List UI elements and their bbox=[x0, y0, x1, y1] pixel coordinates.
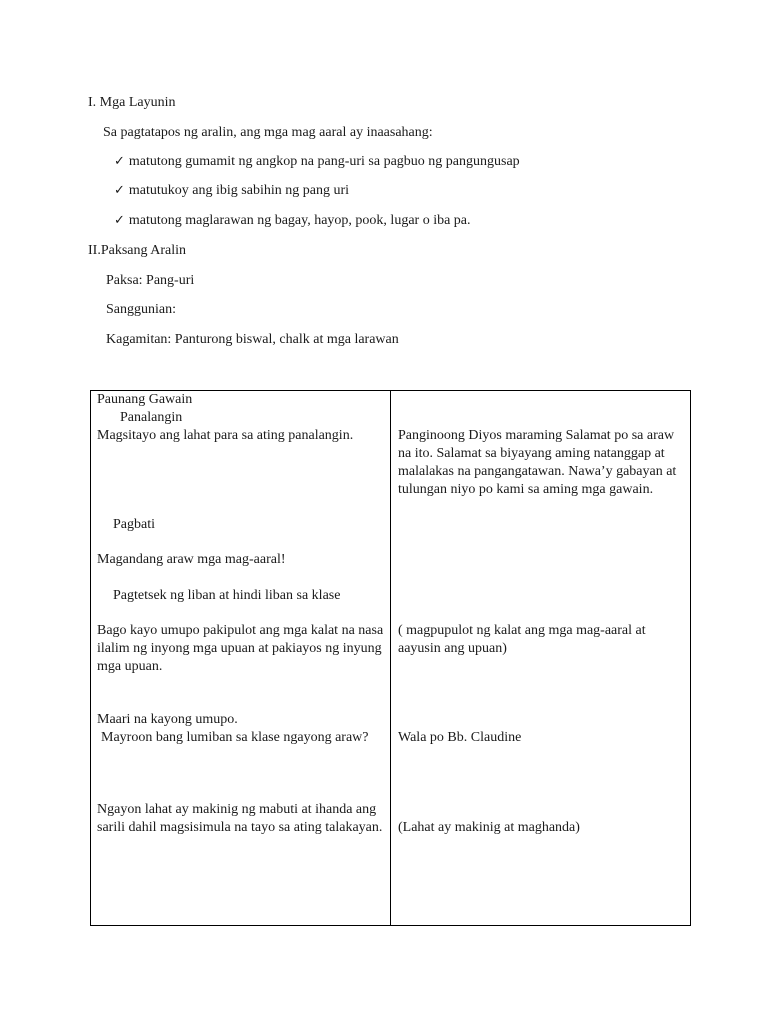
objectives-intro: Sa pagtatapos ng aralin, ang mga mag aaral ay inaasahang: bbox=[103, 125, 433, 140]
topic-line: Paksa: Pang-uri bbox=[106, 273, 195, 288]
greeting-label: Pagbati bbox=[113, 517, 155, 532]
prayer-instruction: Magsitayo ang lahat para sa ating panalangin. bbox=[97, 428, 354, 443]
listen-instruction: Ngayon lahat ay makinig ng mabuti at ihanda ang sarili dahil magsisimula na tayo sa ating talakayan. bbox=[97, 802, 383, 835]
cleanup-response: ( magpupulot ng kalat ang mga mag-aaral at aayusin ang upuan) bbox=[398, 623, 646, 656]
table-column-divider bbox=[390, 390, 391, 926]
objective-item: ✓ matutukoy ang ibig sabihin ng pang uri bbox=[114, 182, 349, 200]
prayer-text: Panginoong Diyos maraming Salamat po sa araw na ito. Salamat sa biyayang aming natanggap at malalakas na pangangatawan. Nawa’y gabayan at tulungan niyo po kami sa aming mga gawain. bbox=[398, 428, 677, 497]
listen-response: (Lahat ay makinig at maghanda) bbox=[398, 820, 580, 835]
sit-down-instruction: Maari na kayong umupo. bbox=[97, 712, 238, 727]
prayer-label: Panalangin bbox=[120, 410, 183, 425]
absent-response: Wala po Bb. Claudine bbox=[398, 730, 522, 745]
absent-question: Mayroon bang lumiban sa klase ngayong araw? bbox=[101, 730, 369, 745]
materials-line: Kagamitan: Panturong biswal, chalk at mga larawan bbox=[106, 332, 399, 347]
subject-matter-heading: II.Paksang Aralin bbox=[88, 243, 186, 258]
greeting-text: Magandang araw mga mag-aaral! bbox=[97, 552, 286, 567]
reference-line: Sanggunian: bbox=[106, 302, 176, 317]
cleanup-instruction: Bago kayo umupo pakipulot ang mga kalat na nasa ilalim ng inyong mga upuan at pakiayos ng inyung mga upuan. bbox=[97, 623, 384, 674]
objectives-heading: I. Mga Layunin bbox=[88, 95, 176, 110]
objective-item: ✓ matutong maglarawan ng bagay, hayop, pook, lugar o iba pa. bbox=[114, 212, 471, 230]
preliminary-activity-label: Paunang Gawain bbox=[97, 392, 193, 407]
objective-item: ✓ matutong gumamit ng angkop na pang-uri sa pagbuo ng pangungusap bbox=[114, 153, 520, 171]
attendance-label: Pagtetsek ng liban at hindi liban sa klase bbox=[113, 588, 341, 603]
